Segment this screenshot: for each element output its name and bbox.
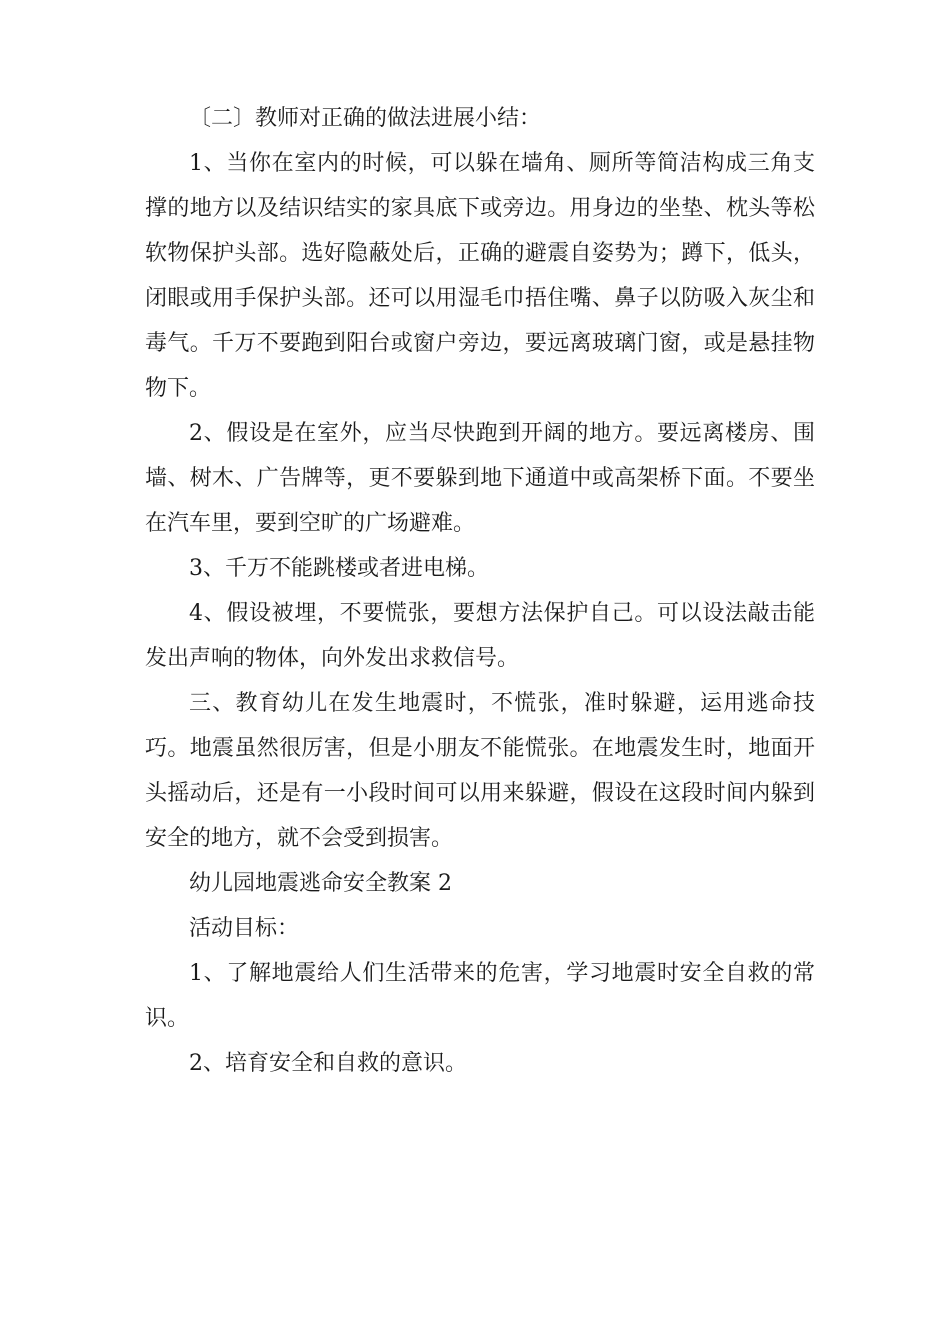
activity-goals-heading: 活动目标： bbox=[189, 916, 300, 941]
paragraph-indoor: 1、当你在室内的时候，可以躲在墙角、厕所等简洁构成三角支撑的地方以及结识结实的家具底下或旁边。用身边的坐垫、枕头等松软物保护头部。选好隐蔽处后，正确的避震自姿势为；蹲下，低头，闭眼或用手保护头部。还可以用湿毛巾捂住嘴、鼻子以防吸入灰尘和毒气。千万不要跑到阳台或窗户旁边，要远离玻璃门窗，或是悬挂物物下。 bbox=[145, 151, 815, 401]
document-body bbox=[145, 96, 815, 1086]
section-heading-summary: 〔二〕教师对正确的做法进展小结： bbox=[189, 106, 542, 131]
paragraph-no-jumping: 3、千万不能跳楼或者进电梯。 bbox=[189, 556, 489, 581]
lesson-plan-title: 幼儿园地震逃命安全教案 2 bbox=[189, 871, 452, 896]
paragraph-education: 三、教育幼儿在发生地震时，不慌张，准时躲避，运用逃命技巧。地震虽然很厉害，但是小朋友不能慌张。在地震发生时，地面开头摇动后，还是有一小段时间可以用来躲避，假设在这段时间内躲到安全的地方，就不会受到损害。 bbox=[145, 691, 815, 851]
goal-item-1: 1、了解地震给人们生活带来的危害，学习地震时安全自救的常识。 bbox=[145, 961, 815, 1031]
paragraph-buried: 4、假设被埋，不要慌张，要想方法保护自己。可以设法敲击能发出声响的物体，向外发出求救信号。 bbox=[145, 601, 815, 671]
paragraph-outdoor: 2、假设是在室外，应当尽快跑到开阔的地方。要远离楼房、围墙、树木、广告牌等，更不要躲到地下通道中或高架桥下面。不要坐在汽车里，要到空旷的广场避难。 bbox=[145, 421, 815, 536]
goal-item-2: 2、培育安全和自救的意识。 bbox=[189, 1051, 467, 1076]
